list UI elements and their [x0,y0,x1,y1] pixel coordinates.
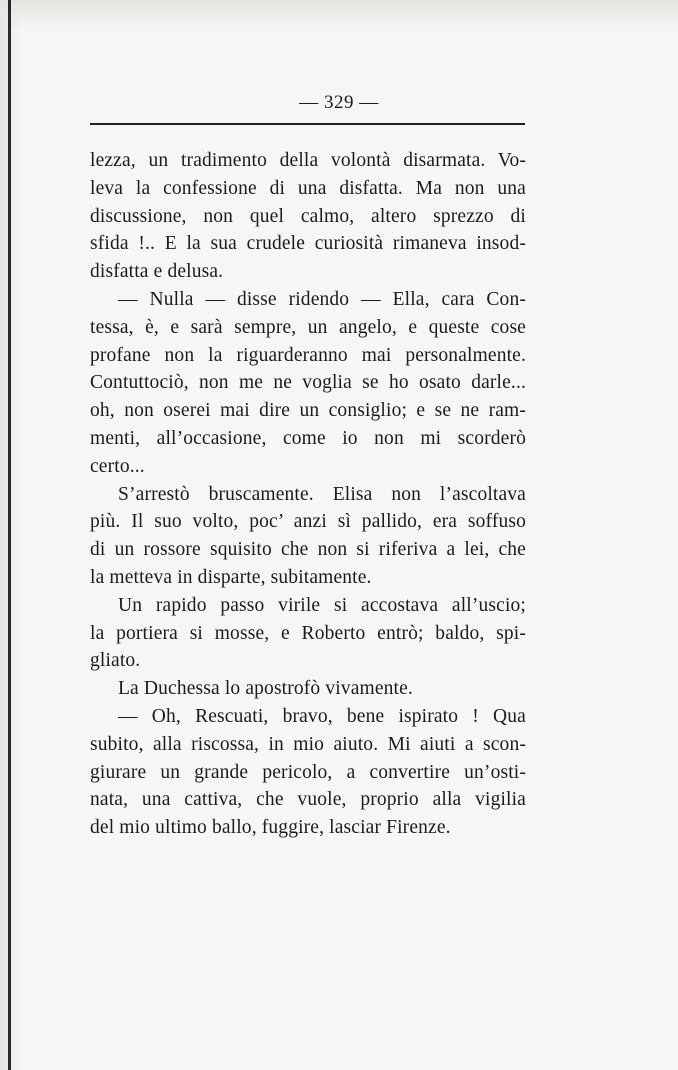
text-line: Contuttociò, non me ne voglia se ho osato darle... [90,372,526,394]
text-line: del mio ultimo ballo, fuggire, lasciar Firenze. [90,817,451,839]
text-line: discussione, non quel calmo, altero sprezzo di [90,205,526,227]
text-line: — Oh, Rescuati, bravo, bene ispirato ! Qua [118,705,526,727]
text-line: disfatta e delusa. [90,261,224,283]
text-line: leva la confessione di una disfatta. Ma non una [90,177,526,199]
text-line: lezza, un tradimento della volontà disarmata. Vo- [90,150,526,171]
text-line: sfida !.. E la sua crudele curiosità rimaneva insod- [90,233,526,255]
text-line: oh, non oserei mai dire un consiglio; e se ne ram- [90,400,526,422]
text-line: tessa, è, e sarà sempre, un angelo, e queste cose [90,316,526,338]
text-line: La Duchessa lo apostrofò vivamente. [118,678,413,700]
page-number: — 329 — [299,92,379,113]
text-line: la metteva in disparte, subitamente. [90,566,372,588]
text-line: giurare un grande pericolo, a convertire un’osti- [90,761,526,783]
body-text [90,147,526,842]
binding-edge-line [8,0,11,1070]
header-rule [90,123,525,125]
text-line: profane non la riguarderanno mai personalmente. [90,344,526,366]
text-line: Un rapido passo virile si accostava all’uscio; [118,594,526,616]
text-line: menti, all’occasione, come io non mi scorderò [90,427,526,449]
text-line: certo... [90,455,145,477]
text-line: subito, alla riscossa, in mio aiuto. Mi aiuti a scon- [90,733,526,755]
text-line: gliato. [90,650,141,672]
text-line: di un rossore squisito che non si riferiva a lei, che [90,539,526,561]
text-line: S’arrestò bruscamente. Elisa non l’ascoltava [118,483,526,505]
scan-top-shadow [0,0,678,30]
text-line: la portiera si mosse, e Roberto entrò; baldo, spi- [90,622,526,644]
text-line: più. Il suo volto, poc’ anzi sì pallido, era soffuso [90,511,526,533]
text-line: — Nulla — disse ridendo — Ella, cara Con- [118,288,526,310]
text-line: nata, una cattiva, che vuole, proprio alla vigilia [90,789,526,811]
scan-gutter-shadow [0,0,22,1070]
